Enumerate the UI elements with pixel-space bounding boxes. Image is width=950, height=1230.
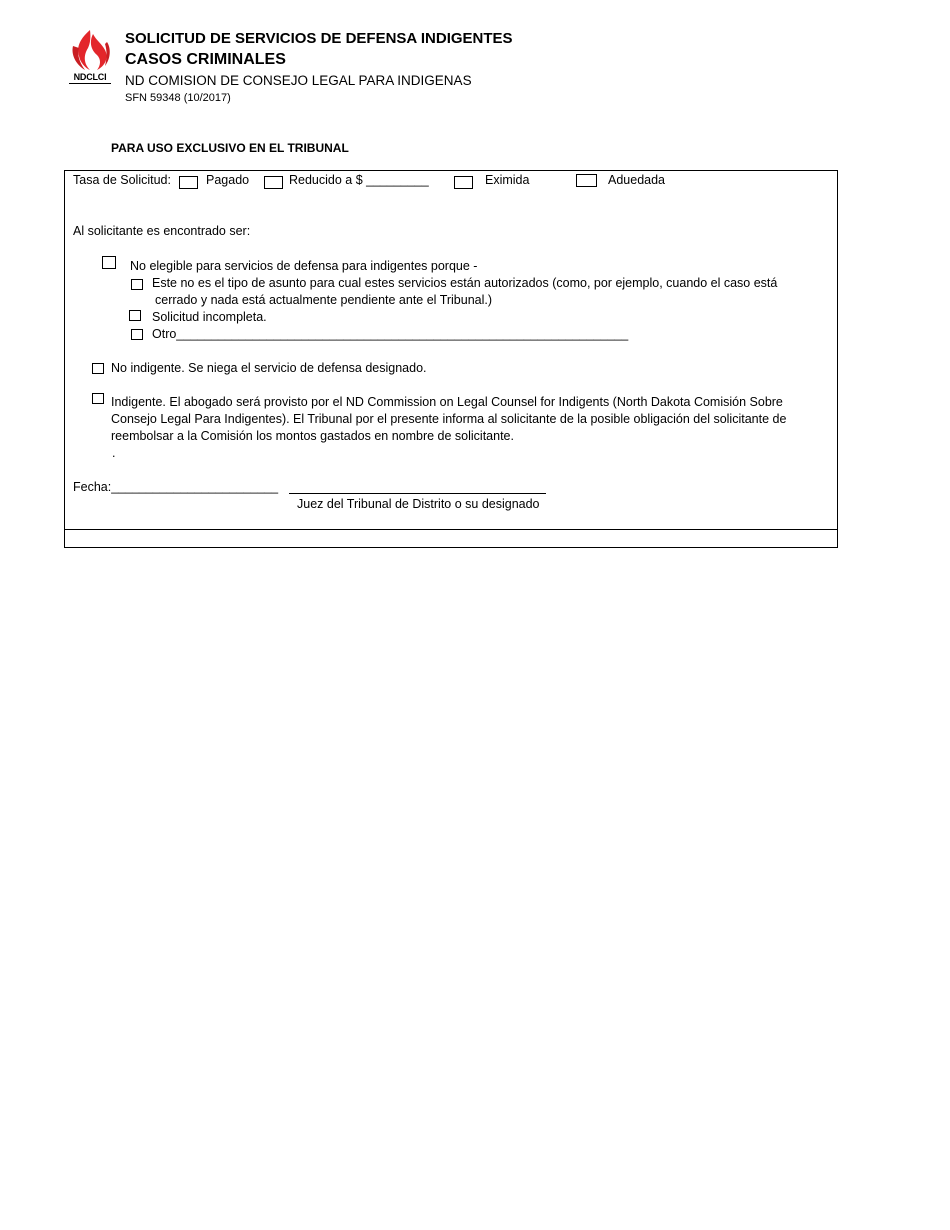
- logo-text: NDCLCI: [73, 72, 107, 82]
- agency-name: ND COMISION DE CONSEJO LEGAL PARA INDIGENAS: [125, 73, 472, 88]
- flame-logo-icon: [67, 28, 113, 72]
- judge-signature-line[interactable]: [289, 493, 546, 494]
- finding-label: Al solicitante es encontrado ser:: [73, 224, 251, 238]
- fee-owed-label: Aduedada: [608, 173, 666, 187]
- not-eligible-label: No elegible para servicios de defensa para indigentes porque -: [130, 259, 478, 273]
- fee-waived-checkbox[interactable]: [454, 176, 473, 189]
- reason-not-authorized-line1: Este no es el tipo de asunto para cual estes servicios están autorizados (como, por ejemplo, cuando el caso está: [152, 276, 778, 290]
- fee-owed-checkbox[interactable]: [576, 174, 597, 187]
- form-number: SFN 59348 (10/2017): [125, 92, 231, 104]
- logo-underline: [69, 83, 111, 84]
- not-eligible-checkbox[interactable]: [102, 256, 116, 269]
- indigent-line3: reembolsar a la Comisión los montos gastados en nombre de solicitante.: [111, 429, 514, 443]
- box-bottom-divider: [64, 529, 838, 530]
- section-title: PARA USO EXCLUSIVO EN EL TRIBUNAL: [111, 141, 349, 155]
- reason-not-authorized-line2: cerrado y nada está actualmente pendiente ante el Tribunal.): [155, 293, 493, 307]
- indigent-checkbox[interactable]: [92, 393, 104, 404]
- reason-other-label: Otro_________________________________________________________________: [152, 327, 629, 341]
- reason-other-checkbox[interactable]: [131, 329, 143, 340]
- reason-incomplete-checkbox[interactable]: [129, 310, 141, 321]
- fee-reduced-checkbox[interactable]: [264, 176, 283, 189]
- date-field[interactable]: Fecha:________________________: [73, 480, 279, 494]
- ndclci-logo: [67, 28, 113, 84]
- fee-paid-label: Pagado: [206, 173, 250, 187]
- fee-reduced-label: Reducido a $ _________: [289, 173, 429, 187]
- form-title: SOLICITUD DE SERVICIOS DE DEFENSA INDIGENTES: [125, 30, 513, 47]
- indigent-line1: Indigente. El abogado será provisto por el ND Commission on Legal Counsel for Indigents (North Dakota Comisión Sobre: [111, 395, 783, 409]
- not-indigent-checkbox[interactable]: [92, 363, 104, 374]
- reason-incomplete-label: Solicitud incompleta.: [152, 310, 267, 324]
- form-subtitle: CASOS CRIMINALES: [125, 51, 286, 68]
- judge-signature-label: Juez del Tribunal de Distrito o su designado: [297, 497, 540, 511]
- fee-label: Tasa de Solicitud:: [73, 173, 171, 187]
- fee-paid-checkbox[interactable]: [179, 176, 198, 189]
- indigent-line4: .: [112, 446, 116, 460]
- indigent-line2: Consejo Legal Para Indigentes). El Tribunal por el presente informa al solicitante de la posible obligación del solicitante de: [111, 412, 787, 426]
- fee-waived-label: Eximida: [485, 173, 530, 187]
- reason-not-authorized-checkbox[interactable]: [131, 279, 143, 290]
- not-indigent-label: No indigente. Se niega el servicio de defensa designado.: [111, 361, 427, 375]
